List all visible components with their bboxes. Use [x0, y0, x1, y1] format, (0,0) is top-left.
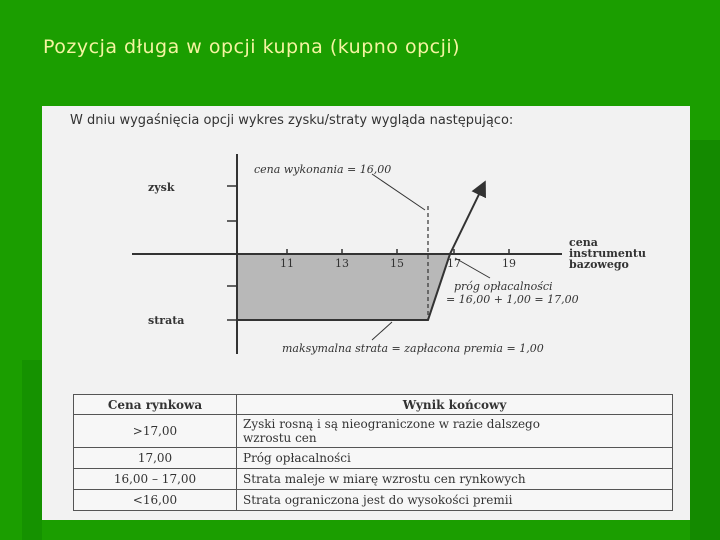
- payoff-diagram: [42, 106, 690, 386]
- max-loss-leader: [372, 322, 392, 340]
- x-tick-label: 17: [447, 257, 461, 270]
- y-label-profit: zysk: [148, 181, 175, 194]
- results-table: [73, 394, 673, 511]
- table-cell-text: wzrostu cen: [243, 431, 317, 445]
- table-row: [74, 469, 673, 490]
- slide-title: Pozycja długa w opcji kupna (kupno opcji): [43, 36, 461, 58]
- x-tick-label: 11: [280, 257, 294, 270]
- strike-leader: [372, 174, 425, 210]
- table-cell-price: 17,00: [74, 448, 237, 469]
- background-stripe: [22, 360, 42, 540]
- table-cell-price: >17,00: [74, 415, 237, 448]
- table-cell-price: 16,00 – 17,00: [74, 469, 237, 490]
- x-axis-label: bazowego: [569, 258, 629, 271]
- table-cell-result: [237, 415, 673, 448]
- breakeven-annotation: = 16,00 + 1,00 = 17,00: [446, 293, 579, 306]
- scanned-figure: [42, 106, 690, 520]
- x-tick-label: 15: [390, 257, 404, 270]
- table-row: [74, 490, 673, 511]
- table-cell-result: Strata maleje w miarę wzrostu cen rynkowych: [237, 469, 673, 490]
- max-loss-annotation: maksymalna strata = zapłacona premia = 1,00: [282, 342, 544, 355]
- table-header-row: [74, 395, 673, 415]
- x-tick-label: 19: [502, 257, 516, 270]
- table-header: Wynik końcowy: [237, 395, 673, 415]
- table-header: Cena rynkowa: [74, 395, 237, 415]
- background-stripe: [690, 140, 720, 540]
- table-row: [74, 415, 673, 448]
- strike-annotation: cena wykonania = 16,00: [254, 163, 392, 176]
- x-axis-label: instrumentu: [569, 247, 646, 260]
- x-axis-label: cena: [569, 236, 598, 249]
- figure-heading: W dniu wygaśnięcia opcji wykres zysku/straty wygląda następująco:: [70, 113, 514, 128]
- table-cell-result: Strata ograniczona jest do wysokości premii: [237, 490, 673, 511]
- table-cell-text: Zyski rosną i są nieograniczone w razie dalszego: [243, 417, 540, 431]
- table-cell-price: <16,00: [74, 490, 237, 511]
- breakeven-annotation: próg opłacalności: [454, 280, 553, 293]
- table-cell-result: Próg opłacalności: [237, 448, 673, 469]
- table-row: [74, 448, 673, 469]
- x-tick-label: 13: [335, 257, 349, 270]
- y-label-loss: strata: [148, 314, 185, 327]
